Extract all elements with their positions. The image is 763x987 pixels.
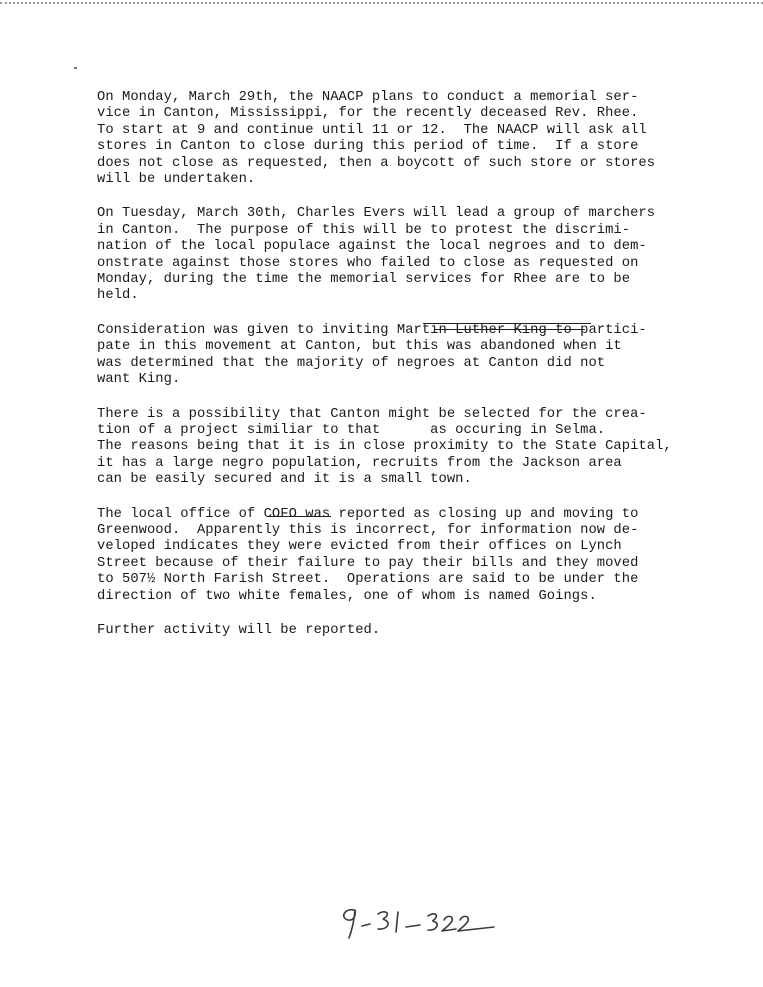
handwritten-underline-cofo	[268, 516, 331, 517]
line: The reasons being that it is in close proximity to the State Capital,	[97, 439, 672, 455]
line: can be easily secured and it is a small town.	[97, 472, 472, 488]
paragraph-closing	[97, 623, 737, 639]
line: held.	[97, 288, 139, 304]
line: Monday, during the time the memorial services for Rhee are to be	[97, 272, 631, 288]
line: Consideration was given to inviting Martin Luther King to partici-	[97, 322, 647, 338]
line: There is a possibility that Canton might be selected for the crea-	[97, 406, 647, 422]
line: Greenwood. Apparently this is incorrect, for information now de-	[97, 522, 639, 538]
line: pate in this movement at Canton, but this was abandoned when it	[97, 339, 622, 355]
line: will be undertaken.	[97, 172, 256, 188]
line: nation of the local populace against the local negroes and to dem-	[97, 239, 647, 255]
handwritten-file-number	[336, 900, 526, 950]
line: want King.	[97, 372, 181, 388]
line: in Canton. The purpose of this will be to protest the discrimi-	[97, 222, 631, 238]
line: On Monday, March 29th, the NAACP plans to conduct a memorial ser-	[97, 90, 639, 105]
line: was determined that the majority of negroes at Canton did not	[97, 355, 606, 371]
handwritten-file-number-graphic	[336, 900, 526, 950]
line: stores in Canton to close during this period of time. If a store	[97, 139, 639, 155]
paragraph-project-possibility	[97, 407, 737, 489]
line: to 507½ North Farish Street. Operations are said to be under the	[97, 572, 639, 588]
handwritten-underline-king	[423, 323, 591, 324]
scan-edge-line	[0, 2, 763, 4]
line: Further activity will be reported.	[97, 622, 381, 638]
handwritten-underline-king-second	[435, 329, 585, 330]
line: direction of two white females, one of whom is named Goings.	[97, 588, 597, 604]
line: Street because of their failure to pay their bills and they moved	[97, 555, 639, 571]
line: tion of a project similiar to that as occuring in Selma.	[97, 422, 606, 438]
line: On Tuesday, March 30th, Charles Evers will lead a group of marchers	[97, 206, 656, 222]
paragraph-king-invitation	[97, 323, 737, 389]
paragraph-memorial-service	[97, 90, 737, 188]
line: The local office of COFO was reported as closing up and moving to	[97, 506, 639, 522]
line: it has a large negro population, recruits from the Jackson area	[97, 455, 622, 471]
line: veloped indicates they were evicted from their offices on Lynch	[97, 539, 622, 555]
line: onstrate against those stores who failed to close as requested on	[97, 255, 639, 271]
line: vice in Canton, Mississippi, for the recently deceased Rev. Rhee.	[97, 106, 639, 122]
line: does not close as requested, then a boycott of such store or stores	[97, 155, 656, 171]
scan-speck	[74, 67, 77, 69]
paragraph-march	[97, 206, 737, 304]
paragraph-cofo-office	[97, 507, 737, 605]
line: To start at 9 and continue until 11 or 12. The NAACP will ask all	[97, 122, 647, 138]
memo-body	[97, 90, 737, 639]
